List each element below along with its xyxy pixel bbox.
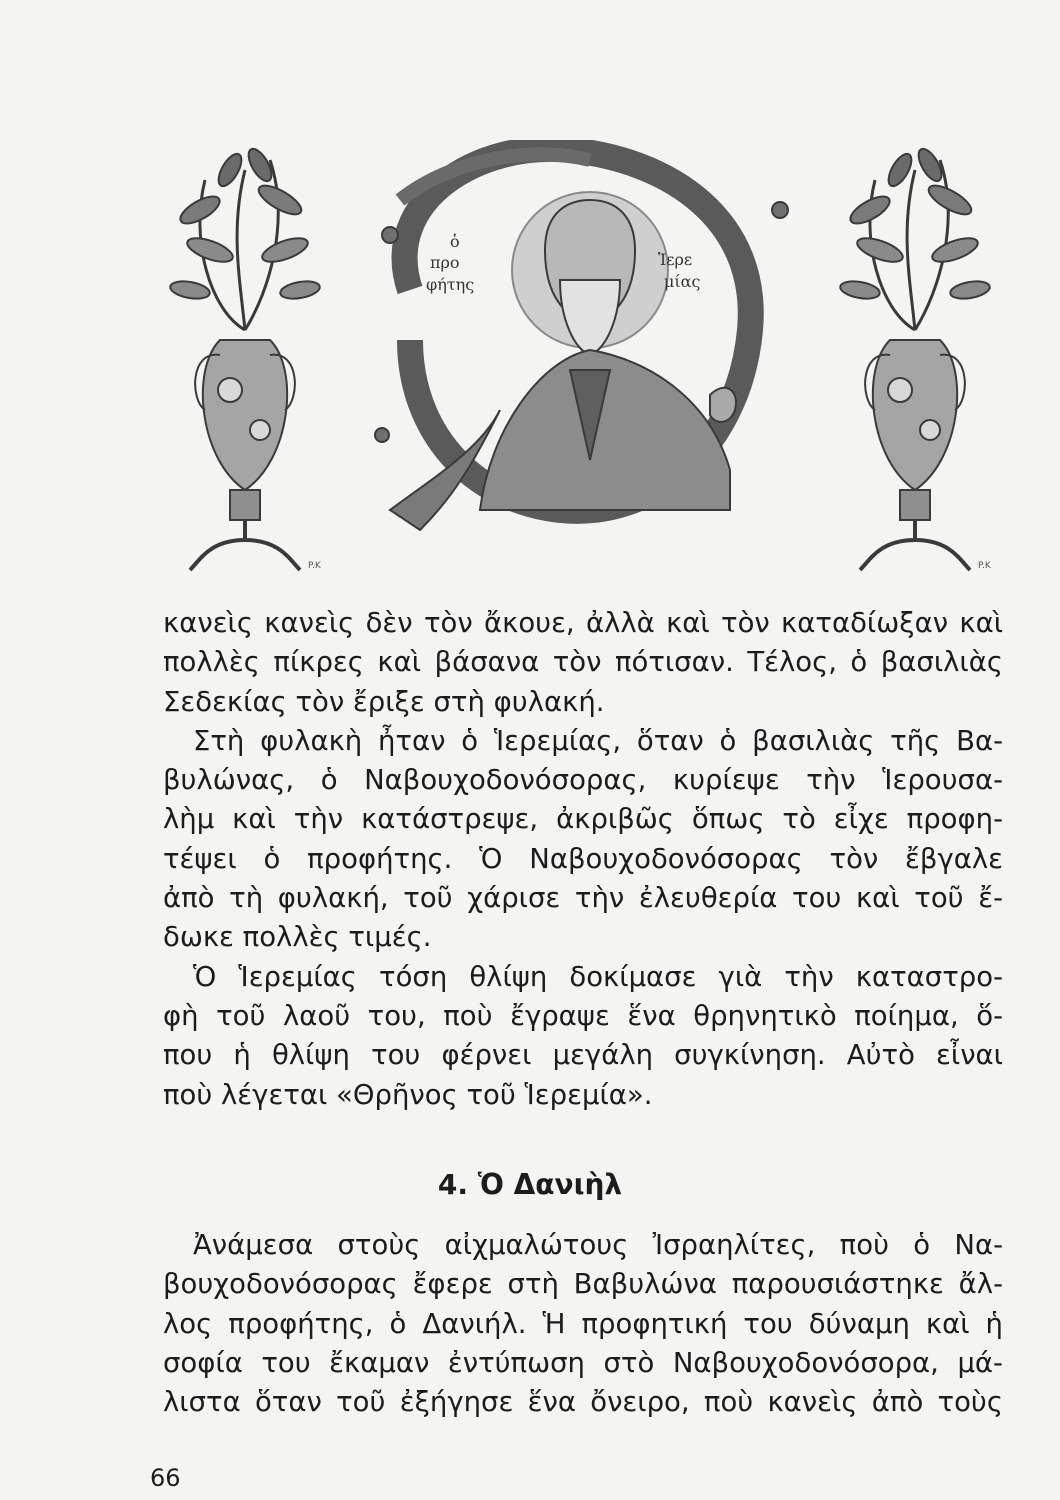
text-line: Στὴ φυλακὴ ἦταν ὁ Ἱερεμίας, ὅταν ὁ βασιλιὰς τῆς Βα- [193, 724, 1003, 757]
text-line: Σεδεκίας τὸν ἔριξε στὴ φυλακή. [163, 685, 605, 718]
svg-text:φήτης: φήτης [426, 275, 475, 294]
svg-text:μίας: μίας [664, 272, 701, 291]
svg-text:Ἱερε: Ἱερε [658, 250, 693, 269]
text-line: Ὁ Ἱερεμίας τόση θλίψη δοκίμασε γιὰ τὴν καταστρο- [193, 960, 1003, 993]
paragraph [163, 958, 1003, 1115]
page-number: 66 [150, 1464, 181, 1492]
text-line: βουχοδονόσορας ἔφερε στὴ Βαβυλώνα παρουσιάστηκε ἄλ- [163, 1268, 1003, 1301]
text-line: που ἡ θλίψη του φέρνει μεγάλη συγκίνηση. Αὐτὸ εἶναι [163, 1039, 1003, 1072]
text-line: λὴμ καὶ τὴν κατάστρεψε, ἀκριβῶς ὅπως τὸ εἶχε προφη- [163, 803, 1003, 836]
paragraph [163, 722, 1003, 958]
text-line: δωκε πολλὲς τιμές. [163, 921, 432, 954]
text-line: ποὺ λέγεται «Θρῆνος τοῦ Ἱερεμία». [163, 1078, 653, 1111]
paragraph [163, 604, 1003, 722]
svg-text:προ: προ [430, 253, 460, 272]
text-line: κανεὶς κανεὶς δὲν τὸν ἄκουε, ἀλλὰ καὶ τὸν καταδίωξαν καὶ [163, 607, 1003, 639]
prophet-initial [375, 149, 788, 530]
right-vase-ornament [839, 145, 991, 570]
text-line: πολλὲς πίκρες καὶ βάσανα τὸν πότισαν. Τέλος, ὁ βασιλιὰς [163, 646, 1003, 679]
body-text-top [163, 604, 1003, 1115]
text-line: λος προφήτης, ὁ Δανιήλ. Ἡ προφητική του δύναμη καὶ ἡ [163, 1307, 1003, 1340]
text-line: ἀπὸ τὴ φυλακή, τοῦ χάρισε τὴν ἐλευθερία του καὶ τοῦ ἔ- [163, 882, 1003, 915]
text-line: βυλώνας, ὁ Ναβουχοδονόσορας, κυρίεψε τὴν Ἱερουσα- [163, 764, 1003, 797]
section-heading: 4. Ὁ Δανιὴλ [437, 1168, 623, 1201]
prophet-caption-left [426, 232, 474, 294]
text-line: λιστα ὅταν τοῦ ἐξήγησε ἕνα ὄνειρο, ποὺ κανεὶς ἀπὸ τοὺς [163, 1386, 1003, 1419]
text-line: σοφία του ἔκαμαν ἐντύπωση στὸ Ναβουχοδονόσορα, μά- [163, 1346, 1003, 1379]
artist-signature-left: P.K [308, 561, 321, 571]
text-line: φὴ τοῦ λαοῦ του, ποὺ ἔγραψε ἕνα θρηνητικὸ ποίημα, ὅ- [163, 999, 1003, 1032]
illuminated-initial-illustration [150, 140, 1010, 590]
svg-text:ὁ: ὁ [450, 232, 460, 251]
text-line: τέψει ὁ προφήτης. Ὁ Ναβουχοδονόσορας τὸν ἔβγαλε [163, 842, 1003, 875]
body-text-bottom [163, 1226, 1003, 1422]
text-line: Ἀνάμεσα στοὺς αἰχμαλώτους Ἰσραηλίτες, ποὺ ὁ Να- [193, 1229, 1003, 1261]
left-vase-ornament [169, 145, 321, 570]
paragraph [163, 1226, 1003, 1422]
artist-signature-right: P.K [978, 561, 991, 571]
